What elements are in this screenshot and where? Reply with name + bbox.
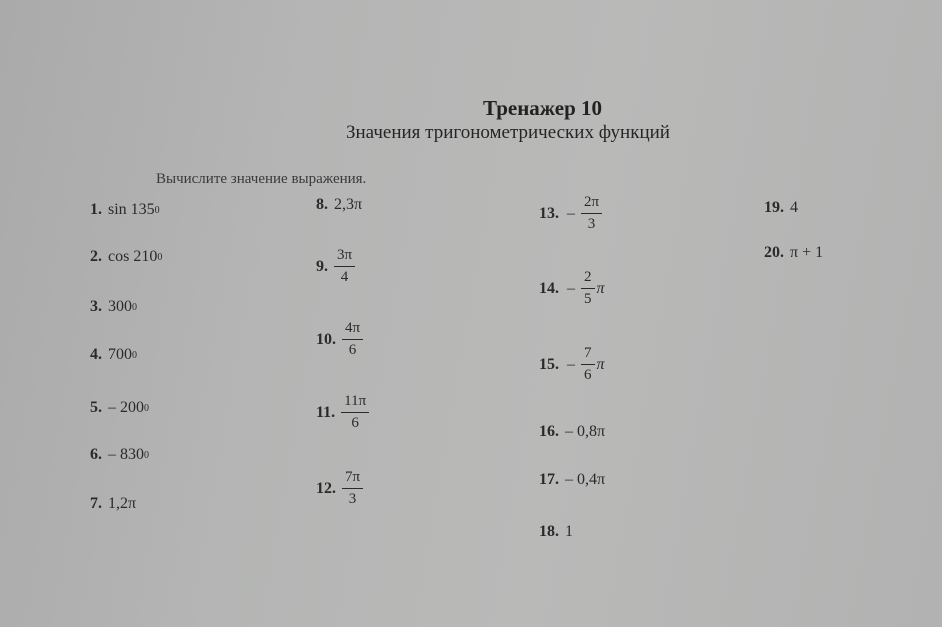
exercise-expression: – 0,8π — [565, 423, 606, 440]
fraction — [581, 195, 602, 233]
exercise-expression: sin 135 — [108, 201, 155, 218]
fraction-numerator: 2 — [581, 270, 595, 289]
exercise-number: 8. — [316, 196, 328, 213]
degree-mark: 0 — [144, 449, 149, 461]
exercise-number: 1. — [90, 201, 102, 218]
fraction-numerator: 2π — [581, 195, 602, 214]
exercise-13 — [539, 195, 604, 233]
exercise-14 — [539, 270, 605, 308]
exercise-expression: 2,3π — [334, 196, 363, 213]
exercise-expression: 300 — [108, 298, 132, 315]
degree-mark: 0 — [154, 204, 160, 216]
exercise-number: 10. — [316, 330, 336, 348]
exercise-number: 5. — [90, 399, 102, 416]
fraction-numerator: 3π — [334, 248, 355, 267]
fraction — [581, 346, 595, 384]
fraction — [581, 270, 595, 308]
fraction — [342, 321, 363, 359]
fraction-denominator: 5 — [584, 290, 592, 307]
exercise-number: 20. — [764, 244, 784, 261]
exercise-15 — [539, 346, 605, 384]
exercise-expression: cos 210 — [108, 248, 158, 265]
exercise-number: 12. — [316, 479, 336, 497]
exercise-expression: – 0,4π — [565, 471, 606, 488]
exercise-expression: 1,2π — [108, 495, 137, 512]
exercise-number: 19. — [764, 199, 784, 216]
exercise-expression: 1 — [565, 523, 573, 540]
exercise-3 — [90, 298, 137, 316]
fraction-denominator: 3 — [348, 490, 357, 507]
fraction-numerator: 7π — [342, 470, 363, 489]
exercise-expression: π + 1 — [790, 244, 824, 261]
minus-sign: – — [567, 355, 575, 373]
exercise-number: 4. — [90, 346, 102, 363]
exercise-number: 17. — [539, 471, 559, 488]
page-subtitle: Значения тригонометрических функций — [346, 122, 670, 143]
exercise-7 — [90, 495, 136, 513]
pi-suffix: π — [596, 279, 605, 297]
fraction-denominator: 6 — [348, 341, 357, 358]
page-title: Тренажер 10 — [483, 96, 603, 120]
exercise-1 — [90, 201, 160, 219]
exercise-4 — [90, 346, 137, 364]
exercise-number: 9. — [316, 257, 328, 275]
exercise-number: 13. — [539, 204, 559, 222]
exercise-12 — [316, 470, 365, 508]
exercise-20 — [764, 244, 823, 262]
fraction-numerator: 11π — [341, 394, 369, 413]
exercise-number: 11. — [316, 403, 336, 421]
exercise-expression: 4 — [790, 199, 798, 216]
instruction-text: Вычислите значение выражения. — [156, 171, 367, 187]
exercise-18 — [539, 523, 573, 541]
fraction-denominator: 6 — [584, 366, 592, 383]
minus-sign: – — [567, 279, 575, 297]
exercise-9 — [316, 248, 357, 286]
fraction — [341, 394, 369, 432]
exercise-5 — [90, 399, 149, 417]
fraction — [334, 248, 355, 286]
fraction — [342, 470, 363, 508]
fraction-numerator: 4π — [342, 321, 363, 340]
exercise-number: 6. — [90, 446, 102, 463]
minus-sign: – — [567, 204, 575, 222]
exercise-16 — [539, 423, 605, 441]
fraction-denominator: 6 — [351, 414, 359, 431]
exercise-number: 7. — [90, 495, 102, 512]
exercise-19 — [764, 199, 798, 217]
exercise-expression: – 830 — [108, 446, 144, 463]
fraction-denominator: 3 — [587, 215, 596, 232]
exercise-6 — [90, 446, 149, 464]
exercise-number: 15. — [539, 355, 559, 373]
degree-mark: 0 — [144, 402, 149, 414]
exercise-number: 18. — [539, 523, 559, 540]
pi-suffix: π — [596, 355, 605, 373]
fraction-denominator: 4 — [340, 268, 349, 285]
exercise-17 — [539, 471, 605, 489]
exercise-number: 14. — [539, 279, 559, 297]
degree-mark: 0 — [132, 301, 137, 313]
exercise-2 — [90, 248, 162, 266]
exercise-number: 3. — [90, 298, 102, 315]
fraction-numerator: 7 — [581, 346, 595, 365]
exercise-8 — [316, 196, 362, 214]
exercise-number: 2. — [90, 248, 102, 265]
exercise-10 — [316, 321, 365, 359]
degree-mark: 0 — [132, 349, 137, 361]
degree-mark: 0 — [157, 251, 163, 263]
exercise-11 — [316, 394, 371, 432]
exercise-expression: – 200 — [108, 399, 144, 416]
exercise-expression: 700 — [108, 346, 132, 363]
exercise-number: 16. — [539, 423, 559, 440]
